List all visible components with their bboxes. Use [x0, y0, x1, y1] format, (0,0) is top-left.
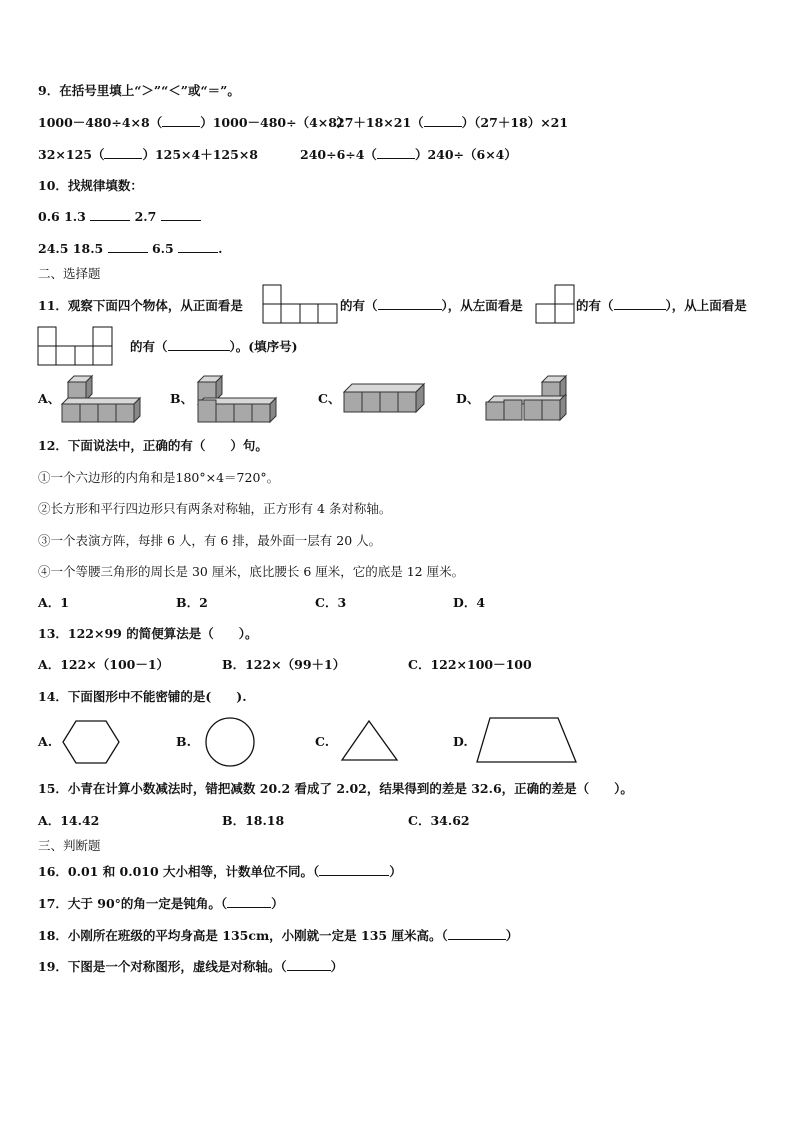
q10-blank-1[interactable]	[90, 208, 130, 221]
q11-part6	[130, 338, 298, 356]
q18-text: 18．小刚所在班级的平均身高是 135cm，小刚就一定是 135 厘米高。（	[38, 928, 448, 943]
q11-blank-1[interactable]	[378, 297, 442, 310]
q17-blank[interactable]	[227, 895, 271, 908]
q12-statement-4: ④一个等腰三角形的周长是 30 厘米，底比腰长 6 厘米，它的底是 12 厘米。	[38, 564, 465, 579]
section-3-heading: 三、判断题	[38, 838, 101, 853]
cube-figure-b	[198, 374, 280, 424]
q9-row1b-left: 27＋18×21（	[336, 115, 424, 130]
q11-part1: 11．观察下面四个物体，从正面看是	[38, 298, 243, 313]
cube-figure-d	[486, 374, 576, 424]
q17-text: 17．大于 90°的角一定是钝角。（	[38, 896, 228, 911]
q12-statement-3: ③一个表演方阵，每排 6 人，有 6 排，最外面一层有 20 人。	[38, 533, 382, 548]
q14-option-b[interactable]: B.	[176, 734, 191, 749]
q11-option-c[interactable]: C、	[318, 391, 341, 406]
q13-option-a[interactable]: A．122×（100－1）	[38, 657, 170, 672]
q10-title: 10．找规律填数：	[38, 178, 143, 193]
q11-part2	[340, 297, 523, 315]
section-2-heading: 二、选择题	[38, 266, 101, 281]
q9-row2a-right: ）125×4＋125×8	[142, 147, 258, 162]
q10-seq2-a: 24.5 18.5	[38, 241, 104, 256]
q11-part3-text: ），从左面看是	[441, 298, 523, 313]
q19-blank[interactable]	[287, 958, 331, 971]
q12-statement-2: ②长方形和平行四边形只有两条对称轴，正方形有 4 条对称轴。	[38, 501, 392, 516]
q19-close: ）	[330, 959, 344, 974]
q18	[38, 927, 518, 945]
q10-seq1	[38, 208, 201, 226]
q12-option-d[interactable]: D．4	[453, 595, 486, 610]
q9-blank-1[interactable]	[162, 114, 200, 127]
triangle-shape	[340, 720, 400, 762]
q14-option-c[interactable]: C.	[315, 734, 330, 749]
q10-seq1-a: 0.6 1.3	[38, 209, 86, 224]
q11-blank-2[interactable]	[614, 297, 666, 310]
q9-row2b	[300, 146, 517, 164]
q11-part4	[576, 297, 747, 315]
q9-row2a	[38, 146, 258, 164]
q9-blank-4[interactable]	[377, 146, 415, 159]
hexagon-shape	[62, 720, 120, 764]
q9-row2b-right: ）240÷（6×4）	[414, 147, 517, 162]
q13-title: 13．122×99 的简便算法是（ ）。	[38, 626, 258, 641]
q10-seq1-b: 2.7	[134, 209, 157, 224]
cube-figure-a	[62, 374, 142, 424]
trapezoid-shape	[476, 716, 580, 766]
q19	[38, 958, 343, 976]
q11-option-a[interactable]: A、	[38, 391, 61, 406]
q9-row2a-left: 32×125（	[38, 147, 105, 162]
q12-option-c[interactable]: C．3	[315, 595, 347, 610]
q10-seq2	[38, 240, 222, 258]
q15-title: 15．小青在计算小数减法时，错把减数 20.2 看成了 2.02，结果得到的差是 32.6，正确的差是（ ）。	[38, 781, 633, 796]
q10-blank-2[interactable]	[161, 208, 201, 221]
front-view-figure	[263, 285, 339, 325]
q18-close: ）	[505, 928, 519, 943]
q9-blank-2[interactable]	[424, 114, 462, 127]
q9-row1a-left: 1000－480÷4×8（	[38, 115, 163, 130]
q19-text: 19．下图是一个对称图形，虚线是对称轴。（	[38, 959, 287, 974]
cube-figure-c	[342, 380, 432, 420]
q16-text: 16．0.01 和 0.010 大小相等，计数单位不同。（	[38, 864, 320, 879]
left-view-figure	[536, 285, 576, 325]
q11-part4-text: 的有（	[576, 298, 614, 313]
q17-close: ）	[271, 896, 284, 911]
q13-option-b[interactable]: B．122×（99＋1）	[222, 657, 346, 672]
q16-close: ）	[389, 864, 402, 879]
q9-row1	[38, 114, 349, 132]
q9-title: 9．在括号里填上“＞”“＜”或“＝”。	[38, 83, 240, 98]
q11-option-d[interactable]: D、	[456, 391, 480, 406]
q12-statement-1: ①一个六边形的内角和是180°×4＝720°。	[38, 470, 280, 485]
q15-option-c[interactable]: C．34.62	[408, 813, 470, 828]
q11-option-b[interactable]: B、	[170, 391, 194, 406]
q9-row2b-left: 240÷6÷4（	[300, 147, 377, 162]
q15-option-b[interactable]: B．18.18	[222, 813, 285, 828]
q14-title: 14．下面图形中不能密铺的是( ).	[38, 689, 247, 704]
q10-seq2-b: 6.5	[151, 241, 174, 256]
q18-blank[interactable]	[448, 927, 506, 940]
q11-blank-3[interactable]	[168, 338, 230, 351]
q12-option-b[interactable]: B．2	[176, 595, 208, 610]
top-view-figure	[38, 327, 114, 367]
q16	[38, 863, 402, 881]
q10-seq2-end: .	[218, 241, 223, 256]
q16-blank[interactable]	[319, 863, 389, 876]
q9-row1b	[336, 114, 568, 132]
q13-option-c[interactable]: C．122×100－100	[408, 657, 532, 672]
q9-row1b-right: ）（27＋18）×21	[461, 115, 569, 130]
q9-blank-3[interactable]	[104, 146, 142, 159]
q17	[38, 895, 284, 913]
circle-shape	[204, 716, 256, 768]
q11-part6-text: 的有（	[130, 339, 168, 354]
q12-title: 12．下面说法中，正确的有（ ）句。	[38, 438, 268, 453]
q14-option-d[interactable]: D.	[453, 734, 468, 749]
q15-option-a[interactable]: A．14.42	[38, 813, 100, 828]
q10-blank-4[interactable]	[178, 240, 218, 253]
q10-blank-3[interactable]	[108, 240, 148, 253]
q11-part7-text: ）。(填序号)	[229, 339, 298, 354]
q11-part5-text: ），从上面看是	[665, 298, 747, 313]
q12-option-a[interactable]: A．1	[38, 595, 69, 610]
q14-option-a[interactable]: A.	[38, 734, 53, 749]
q11-part2-text: 的有（	[340, 298, 378, 313]
q9-row1a-right: ）1000－480÷（4×8）	[200, 115, 350, 130]
